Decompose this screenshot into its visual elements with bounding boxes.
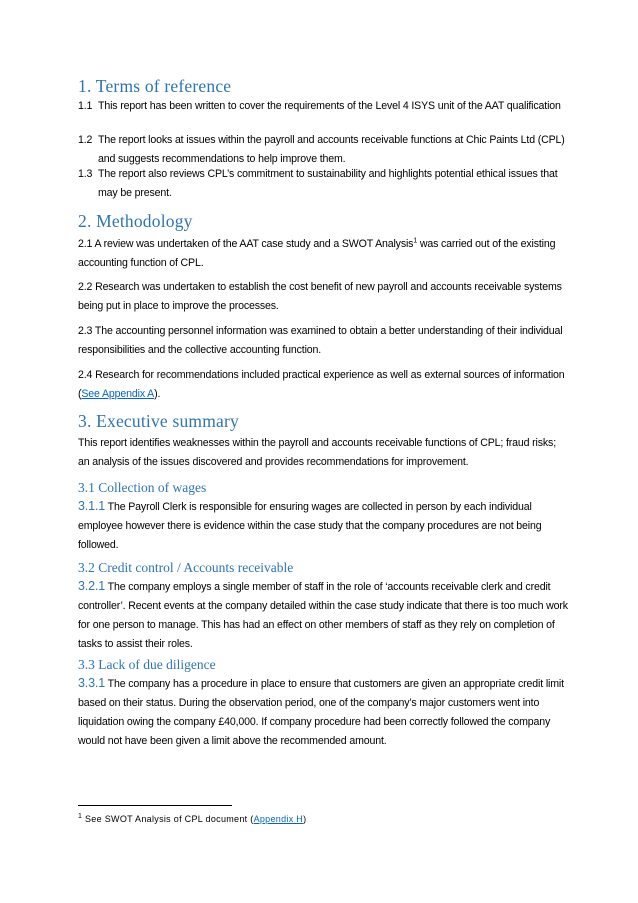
appendix-h-link[interactable]: Appendix H: [253, 814, 304, 824]
paragraph-2-1: [78, 235, 568, 273]
list-item: [78, 131, 568, 169]
heading-terms-of-reference: 1. Terms of reference: [78, 76, 232, 96]
paragraph-text: was carried out of the existing accounting function of CPL.: [78, 238, 556, 269]
subsection-number: 3.3.1: [78, 676, 106, 690]
paragraph-text: 2.1 A review was undertaken of the AAT case study and a SWOT Analysis: [78, 238, 414, 250]
footnote-number: 1: [78, 813, 83, 820]
list-item-number: 1.3: [78, 168, 93, 180]
paragraph-3-1-1: [78, 497, 568, 555]
subsection-number: 3.2.1: [78, 579, 106, 593]
list-item: [78, 97, 568, 116]
paragraph-2-3: 2.3 The accounting personnel information was examined to obtain a better understanding of their individual responsibilities and the collective accounting function.: [78, 325, 563, 356]
heading-collection-of-wages: 3.1 Collection of wages: [78, 480, 207, 495]
subsection-number: 3.1.1: [78, 499, 106, 513]
paragraph-text: The company employs a single member of staff in the role of ‘accounts receivable clerk and credit controller’. Recent events at the company detailed within the case study indicate that there is too much work for one person to manage. This has had an effect on other members of staff as they rely on completion of tasks to assist their roles.: [78, 581, 568, 650]
footnote-ref[interactable]: 1: [413, 237, 418, 245]
heading-executive-summary: 3. Executive summary: [78, 411, 239, 431]
footnote: [78, 814, 306, 824]
heading-methodology: 2. Methodology: [78, 211, 193, 231]
list-item-text: This report has been written to cover the requirements of the Level 4 ISYS unit of the AAT qualification: [98, 100, 561, 112]
paragraph-text: 2.4 Research for recommendations included practical experience as well as external sources of information (: [78, 369, 565, 400]
paragraph-3-3-1: [78, 674, 568, 751]
footnote-text: See SWOT Analysis of CPL document (: [82, 814, 254, 824]
appendix-a-link[interactable]: See Appendix A: [81, 388, 155, 400]
paragraph-text: The company has a procedure in place to ensure that customers are given an appropriate credit limit based on their status. During the observation period, one of the company’s major customers went into liquidation owing the company £40,000. If company procedure had been correctly followed the company would not have been given a limit above the recommended amount.: [78, 678, 564, 747]
footnote-text-end: ): [303, 814, 307, 824]
list-item-text: The report also reviews CPL’s commitment to sustainability and highlights potential ethical issues that may be present.: [98, 168, 558, 199]
paragraph-2-2: 2.2 Research was undertaken to establish the cost benefit of new payroll and accounts receivable systems being put in place to improve the processes.: [78, 281, 562, 312]
list-item-number: 1.2: [78, 134, 93, 146]
heading-credit-control: 3.2 Credit control / Accounts receivable: [78, 560, 294, 575]
paragraph-text: ).: [154, 388, 161, 400]
list-item-text: The report looks at issues within the payroll and accounts receivable functions at Chic Paints Ltd (CPL) and suggests recommendations to help improve them.: [98, 134, 565, 165]
paragraph-3-2-1: [78, 577, 568, 654]
list-item: [78, 165, 568, 203]
heading-lack-of-due-diligence: 3.3 Lack of due diligence: [78, 657, 216, 672]
paragraph-2-4: [78, 366, 568, 404]
paragraph-text: The Payroll Clerk is responsible for ensuring wages are collected in person by each individual employee however there is evidence within the case study that the company procedures are not being followed.: [78, 501, 542, 551]
executive-summary-intro: This report identifies weaknesses within the payroll and accounts receivable functions of CPL; fraud risks; an analysis of the issues discovered and provides recommendations for improvement.: [78, 437, 556, 468]
footnote-separator: [78, 805, 232, 806]
list-item-number: 1.1: [78, 100, 93, 112]
